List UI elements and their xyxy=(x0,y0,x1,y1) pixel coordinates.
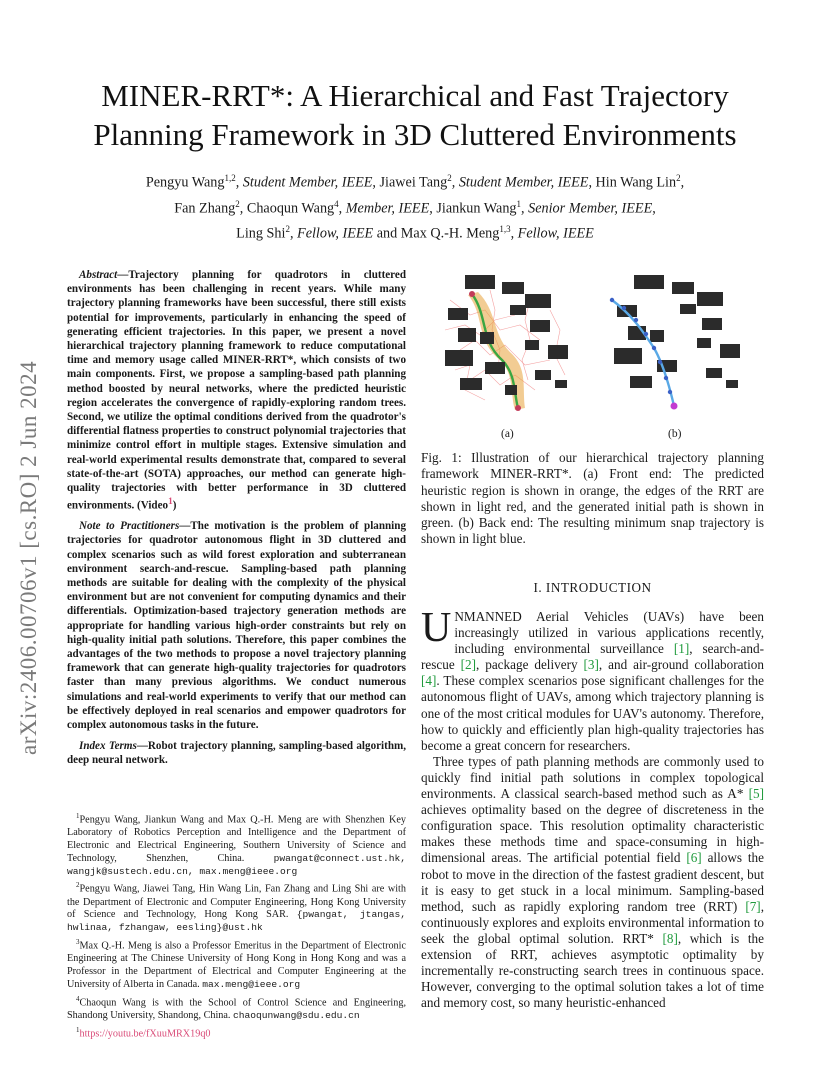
goal-point xyxy=(671,403,678,410)
affiliation-sup: 2 xyxy=(285,224,290,235)
footnote-text: Pengyu Wang, Jiawei Tang, Hin Wang Lin, Fan Zhang and Ling Shi are with the Department of Electronic and Computer Engineering, Hong Kong University of Science and Technology, Hong Kong SAR. xyxy=(67,883,406,921)
video-footnote-ref[interactable]: 1 xyxy=(168,497,173,508)
author-name: Ling Shi xyxy=(236,226,286,243)
title-line-2: Planning Framework in 3D Cluttered Environments xyxy=(93,117,737,152)
video-link[interactable]: https://youtu.be/fXuuMRX19q0 xyxy=(79,1027,211,1039)
abstract-close: ) xyxy=(172,499,177,512)
author-role: Student Member, IEEE xyxy=(242,174,373,191)
paragraph-text: , search-and-rescue xyxy=(421,641,764,673)
paragraph-text: NMANNED Aerial Vehicles (UAVs) have been increasingly utilized in various applications recently, including environmental surveillance xyxy=(454,609,764,657)
author-name: Max Q.-H. Meng xyxy=(400,226,500,243)
affiliation-sup: 4 xyxy=(334,198,339,209)
goal-point xyxy=(515,405,521,411)
author-role: Senior Member, IEEE xyxy=(528,200,653,217)
practitioners-lead: Note to Practitioners xyxy=(79,520,180,533)
affiliation-sup: 1 xyxy=(516,198,522,209)
author-list: Pengyu Wang$^{1,2}$, Student Member, IEEE, Jiawei Tang$^2$, Student Member, IEEE, Hin Wang Lin$^2$, Fan Zhang$^2$, Chaoqun Wang$^4$, Member, IEEE, Jiankun Wang$^1$, Senior Member, IEEE, Ling Shi$^2$, Fellow, IEEE and Max Q.-H. Meng$^{1,3}$, Fellow, IEEE xyxy=(145,173,685,243)
citation-link[interactable]: [3] xyxy=(583,657,599,673)
paragraph-text: , package delivery xyxy=(476,657,584,673)
footnote-3 xyxy=(67,936,406,992)
citation-link[interactable]: [4] xyxy=(421,673,437,689)
citation-link[interactable]: [8] xyxy=(662,930,678,946)
footnote-email: pwangat@connect.ust.hk, wangjk@sustech.edu.cn, max.meng@ieee.org xyxy=(67,852,406,877)
abstract-text: —Trajectory planning for quadrotors in cluttered environments has been challenging in recent years. While many trajectory planning frameworks have been successful, there still exists potential for improvements, particularly in enhancing the speed of generating efficient trajectories. In this paper, we present a novel hierarchical trajectory planning framework to reduce computational time and memory usage called MINER-RRT*, which consists of two main components. First, we propose a sampling-based path planning method boosted by neural networks, where the predicted heuristic region accelerates the convergence of rapidly-exploring random trees. Second, we utilize the optimal conditions derived from the quadrotor's differential flatness properties to construct polynomial trajectories that minimize control effort in multiple stages. Extensive simulation and real-world experimental results demonstrate that, compared to several state-of-the-art (SOTA) approaches, our method can generate high-quality trajectories with better performance in 3D cluttered environments. (Video xyxy=(67,269,406,512)
author-name: Hin Wang Lin xyxy=(595,174,677,191)
figure-caption: Fig. 1: Illustration of our hierarchical trajectory planning framework MINER-RRT*. (a) Front end: The predicted heuristic region is shown in orange, the edges of the RRT are shown in light red, and the generated initial path is shown in green. (b) Back end: The resulting minimum snap trajectory is shown in light blue. xyxy=(421,450,764,547)
author-role: Fellow, IEEE xyxy=(517,226,594,243)
citation-link[interactable]: [1] xyxy=(673,641,690,657)
index-terms-text: —Robot trajectory planning, sampling-based algorithm, deep neural network. xyxy=(67,740,406,767)
footnote-mark: 4 xyxy=(76,994,80,1003)
index-terms-lead: Index Terms xyxy=(79,740,137,753)
author-name: Pengyu Wang xyxy=(145,174,225,191)
paper-title xyxy=(40,76,790,154)
affiliation-sup: 1,2 xyxy=(224,173,236,183)
subfigure-label-b: (b) xyxy=(668,428,682,440)
practitioners-text: —The motivation is the problem of planning trajectories for quadrotor autonomous flight in 3D cluttered and complex scenarios such as wild forest exploration and subterranean environment search-and-rescue. Sampling-based path planning methods are suitable for dealing with the complexity of the physical environment but are not convenient for computing dynamics and their differentials. Optimization-based trajectory generation methods are appropriate for handling various high-order constraints but rely on high-quality initial path solutions. Therefore, this paper combines the advantages of the two methods to propose a novel trajectory planning framework that can generate high-quality trajectories for quadrotors faster than many previous algorithms. We conduct numerous simulations and real-world experiments to verify that our method can be effectively deployed in real scenarios and empower quadrotors for complex autonomous tasks in the future. xyxy=(67,520,406,731)
footnote-text: Pengyu Wang, Jiankun Wang and Max Q.-H. Meng are with Shenzhen Key Laboratory of Robotics Perception and Intelligence and the Department of Electronic and Electrical Engineering, Southern University of Science and Technology, Shenzhen, China. xyxy=(67,814,406,864)
paragraph-text: , which is the extension of RRT, achieves asymptotic optimality by incrementally re-constructing search trees in continuous space. However, converging to the optimal solution takes a lot of time and memory cost, so many heuristic-enhanced xyxy=(421,930,764,1011)
footnote-email: {pwangat, jtangas, hwlinaa, fzhangaw, eesling}@ust.hk xyxy=(67,909,406,934)
footnote-1 xyxy=(67,810,406,878)
arxiv-side-stamp: arXiv:2406.00706v1 [cs.RO] 2 Jun 2024 xyxy=(16,360,41,755)
introduction-body xyxy=(421,605,764,1011)
paragraph-text: achieves optimality based on the degree of discreteness in the configuration space. This resolution optimality characteristic makes these methods time and space-consuming in high-dimensional areas. The artificial potential field xyxy=(421,802,764,866)
intro-paragraph-2 xyxy=(421,754,764,1012)
footnote-text: Chaoqun Wang is with the School of Control Science and Engineering, Shandong University, Shandong, China. xyxy=(67,996,406,1021)
obstacles xyxy=(445,275,568,395)
paragraph-text: , continuously explores and exploits environmental information to seek the global optimal solution. RRT* xyxy=(421,898,764,946)
author-name: Chaoqun Wang xyxy=(246,200,335,217)
figure-front-end-image xyxy=(430,270,585,420)
paragraph-text: . These complex scenarios pose significant challenges for the autonomous flight of UAVs, among which trajectory planning is one of the most critical modules for UAV's autonomy. Therefore, how to quickly and efficiently plan high-quality trajectories has become a great concern for researchers. xyxy=(421,673,764,753)
affiliation-sup: 2 xyxy=(676,173,681,183)
index-terms xyxy=(67,739,406,767)
author-name: Fan Zhang xyxy=(174,200,236,217)
citation-link[interactable]: [6] xyxy=(686,850,702,866)
affiliation-sup: 2 xyxy=(447,173,452,183)
footnote-mark: 2 xyxy=(76,881,80,890)
left-column xyxy=(67,268,406,768)
section-heading: I. INTRODUCTION xyxy=(533,580,652,595)
affiliation-sup: 2 xyxy=(235,198,240,209)
subfigure-label-a: (a) xyxy=(501,428,514,440)
paragraph-text: Three types of path planning methods are commonly used to quickly find initial path solutions in complex topological environments. A classical search-based method such as A* xyxy=(421,753,764,802)
citation-link[interactable]: [2] xyxy=(460,657,476,673)
abstract-lead: Abstract xyxy=(79,269,118,281)
start-point xyxy=(469,291,475,297)
author-conjunction: and xyxy=(376,226,398,243)
footnote-email: max.meng@ieee.org xyxy=(202,978,301,990)
affiliation-sup: 1,3 xyxy=(499,224,511,235)
footnote-4 xyxy=(67,993,406,1023)
note-to-practitioners xyxy=(67,519,406,732)
citation-link[interactable]: [5] xyxy=(748,786,764,802)
figure-back-end-image xyxy=(602,270,757,420)
author-role: Fellow, IEEE xyxy=(297,226,374,243)
footnotes xyxy=(67,810,406,1042)
drop-cap: U xyxy=(421,605,452,651)
footnote-mark: 1 xyxy=(76,812,80,820)
paragraph-text: allows the robot to move in the direction of the fastest gradient descent, but it is easy to get stuck in a local minimum. Sampling-based method, such as rapidly exploring random tree (RRT) xyxy=(421,850,764,914)
intro-paragraph-1 xyxy=(421,605,764,754)
footnote-mark: 3 xyxy=(76,937,80,946)
author-name: Jiankun Wang xyxy=(436,200,517,217)
paragraph-text: , and air-ground collaboration xyxy=(598,657,764,673)
footnote-2 xyxy=(67,879,406,935)
footnote-5 xyxy=(67,1024,406,1041)
footnote-email: chaoqunwang@sdu.edu.cn xyxy=(233,1009,360,1021)
author-role: Member, IEEE xyxy=(345,200,430,217)
figure-1 xyxy=(430,270,760,420)
author-role: Student Member, IEEE xyxy=(458,174,589,191)
obstacles xyxy=(614,275,740,388)
footnote-mark: 1 xyxy=(76,1025,80,1034)
footnote-text: Max Q.-H. Meng is also a Professor Emeritus in the Department of Electronic Engineering at The Chinese University of Hong Kong in Hong Kong and was a Professor in the Department of Electrical and Computer Engineering at the University of Alberta in Canada. xyxy=(67,940,406,990)
abstract xyxy=(67,268,406,513)
title-line-1: MINER-RRT*: A Hierarchical and Fast Trajectory xyxy=(101,78,729,113)
citation-link[interactable]: [7] xyxy=(745,898,761,914)
author-name: Jiawei Tang xyxy=(379,174,448,191)
